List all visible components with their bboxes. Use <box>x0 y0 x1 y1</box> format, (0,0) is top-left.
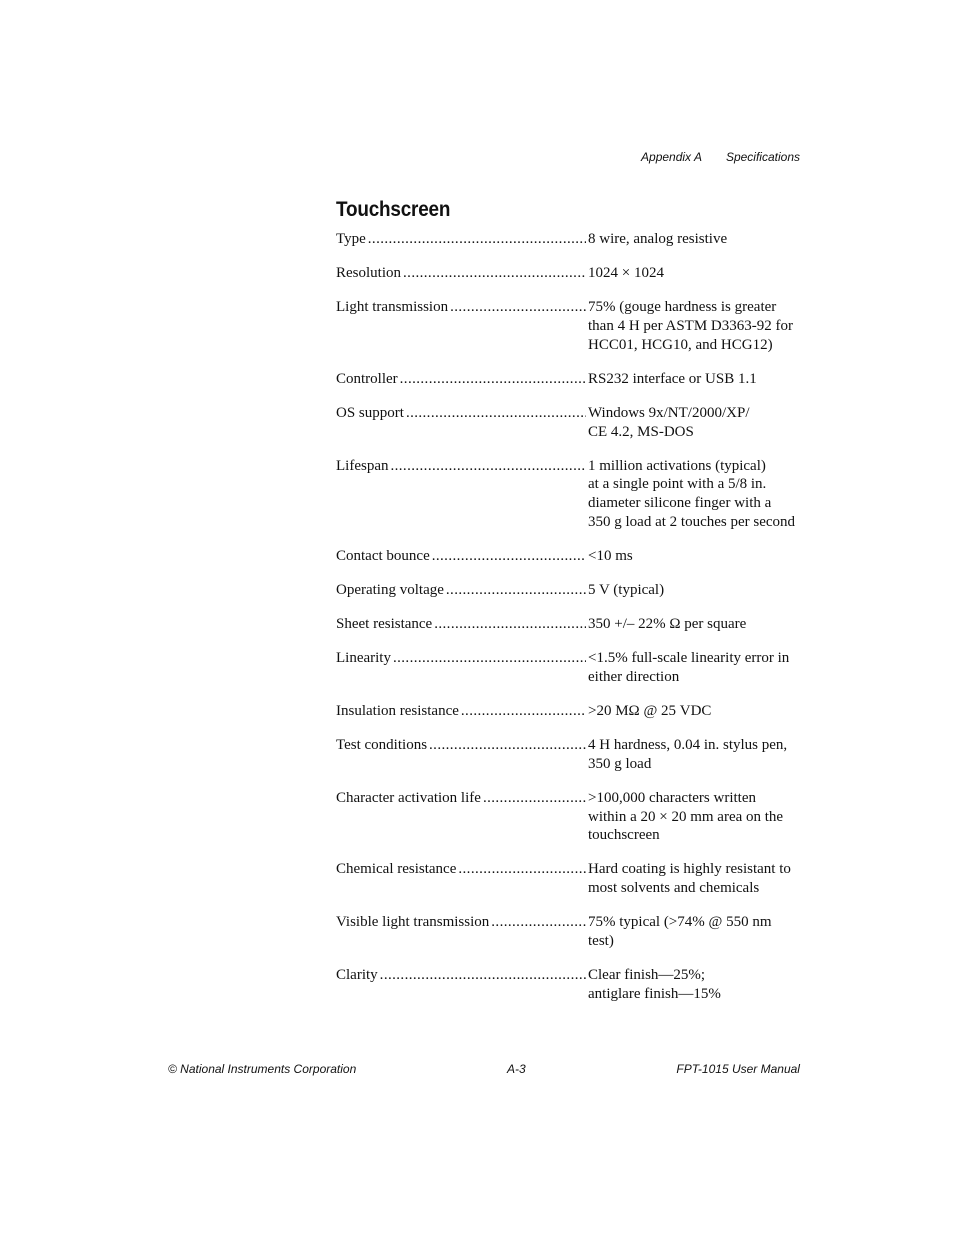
dot-leader <box>430 547 586 566</box>
spec-label-column <box>336 615 588 634</box>
spec-label-column <box>336 404 588 441</box>
spec-value: >20 MΩ @ 25 VDC <box>588 703 712 720</box>
header-section: Appendix A <box>641 150 702 164</box>
spec-label-column <box>336 457 588 531</box>
spec-value: 8 wire, analog resistive <box>588 231 728 247</box>
spec-row <box>336 298 806 354</box>
dot-leader <box>366 230 586 249</box>
spec-value: 1 million activations (typical) at a single point with a 5/8 in. diameter silicone finger with a 350 g load at 2 touches per second <box>588 457 796 530</box>
dot-leader <box>427 736 586 773</box>
spec-label: Operating voltage <box>336 581 444 598</box>
spec-value: 5 V (typical) <box>588 581 665 598</box>
dot-leader <box>398 370 586 389</box>
spec-row <box>336 404 806 441</box>
dot-leader <box>388 457 586 531</box>
dot-leader <box>456 860 586 897</box>
spec-label: Type <box>336 231 366 247</box>
spec-row <box>336 547 806 566</box>
spec-label: Character activation life <box>336 790 481 806</box>
spec-value: RS232 interface or USB 1.1 <box>588 370 757 387</box>
spec-label: Contact bounce <box>336 547 430 564</box>
spec-row <box>336 370 806 389</box>
spec-label: Resolution <box>336 265 402 282</box>
spec-value: Clear finish—25%; antiglare finish—15% <box>588 966 721 1002</box>
spec-value: Windows 9x/NT/2000/XP/ CE 4.2, MS-DOS <box>588 404 750 440</box>
spec-label-column <box>336 736 588 773</box>
spec-row <box>336 702 806 721</box>
spec-row <box>336 264 806 283</box>
page-footer <box>168 1062 800 1076</box>
spec-value: 350 +/– 22% Ω per square <box>588 616 747 633</box>
spec-label-column <box>336 789 588 845</box>
section-title: Touchscreen <box>336 198 451 221</box>
spec-label: Lifespan <box>336 457 389 474</box>
spec-label-column <box>336 230 588 249</box>
spec-value: 4 H hardness, 0.04 in. stylus pen, 350 g load <box>588 737 788 772</box>
dot-leader <box>489 913 586 950</box>
spec-list <box>336 230 806 1019</box>
spec-label: Linearity <box>336 650 391 667</box>
dot-leader <box>444 581 586 600</box>
dot-leader <box>459 702 586 721</box>
spec-row <box>336 649 806 686</box>
spec-label-column <box>336 966 588 1003</box>
spec-label: Visible light transmission <box>336 914 490 931</box>
spec-label: OS support <box>336 404 404 421</box>
spec-value: 75% typical (>74% @ 550 nm test) <box>588 914 772 949</box>
spec-row <box>336 966 806 1003</box>
spec-label-column <box>336 860 588 897</box>
spec-label-column <box>336 913 588 950</box>
spec-label: Test conditions <box>336 737 428 754</box>
spec-row <box>336 457 806 531</box>
spec-label-column <box>336 649 588 686</box>
spec-row <box>336 736 806 773</box>
dot-leader <box>401 264 586 283</box>
spec-label: Light transmission <box>336 299 449 316</box>
dot-leader <box>391 649 586 686</box>
spec-label-column <box>336 264 588 283</box>
spec-label-column <box>336 547 588 566</box>
spec-row <box>336 913 806 950</box>
dot-leader <box>378 966 586 1003</box>
manual-title: FPT-1015 User Manual <box>676 1062 800 1076</box>
spec-row <box>336 860 806 897</box>
spec-value: <10 ms <box>588 547 633 564</box>
spec-label: Controller <box>336 370 398 387</box>
spec-row <box>336 230 806 249</box>
dot-leader <box>404 404 586 441</box>
spec-value: >100,000 characters written within a 20 × 20 mm area on the touchscreen <box>588 790 784 844</box>
header-title: Specifications <box>725 150 800 164</box>
spec-label: Sheet resistance <box>336 616 433 633</box>
spec-value: 75% (gouge hardness is greater than 4 H per ASTM D3363-92 for HCC01, HCG10, and HCG12) <box>588 299 793 353</box>
running-header <box>641 150 800 164</box>
dot-leader <box>432 615 586 634</box>
spec-row <box>336 581 806 600</box>
page-number: A-3 <box>506 1062 526 1076</box>
spec-value: <1.5% full-scale linearity error in either direction <box>588 650 790 685</box>
spec-label: Clarity <box>336 966 378 983</box>
dot-leader <box>481 789 586 845</box>
footer-copyright: © National Instruments Corporation <box>168 1062 357 1076</box>
spec-label-column <box>336 581 588 600</box>
spec-value: 1024 × 1024 <box>588 265 664 282</box>
dot-leader <box>448 298 586 354</box>
spec-label-column <box>336 702 588 721</box>
spec-label-column <box>336 370 588 389</box>
spec-label: Chemical resistance <box>336 861 457 878</box>
spec-value: Hard coating is highly resistant to most solvents and chemicals <box>588 861 791 896</box>
spec-row <box>336 789 806 845</box>
spec-label: Insulation resistance <box>336 703 459 720</box>
spec-label-column <box>336 298 588 354</box>
spec-row <box>336 615 806 634</box>
